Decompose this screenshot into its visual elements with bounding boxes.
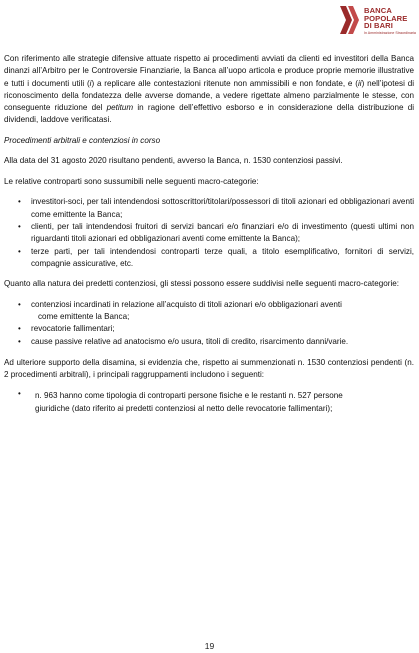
list-item-text: investitori-soci, per tali intendendosi sottoscrittori/titolari/possessori di titoli azionari ed obbligazionari aventi come emittente la Banca; — [31, 197, 414, 219]
list-item-text: clienti, per tali intendendosi fruitori di servizi bancari e/o finanziari e/o di investimento (questi ultimi non riguardanti titoli azionari ed obbligazionari aventi come emittente la Banca); — [31, 222, 414, 244]
list-item-text: cause passive relative ad anatocismo e/o usura, titoli di credito, risarcimento danni/varie. — [31, 336, 349, 346]
list-item-text: n. 963 hanno come tipologia di controparti persone fisiche e le restanti n. 527 persone — [35, 391, 343, 401]
nature-list — [4, 299, 414, 348]
logo-wordmark — [364, 7, 418, 35]
list-item — [4, 323, 414, 335]
logo-line-3: DI BARI — [364, 21, 393, 31]
groupings-list — [4, 390, 414, 415]
list-item — [4, 299, 414, 324]
intro-petitum: petitum — [106, 103, 134, 113]
list-item-text-continued: giuridiche (dato riferito ai predetti contenziosi al netto delle revocatorie fallimentari); — [35, 403, 333, 413]
bullet-icon: • — [18, 324, 21, 334]
section-heading: Procedimenti arbitrali e contenziosi in corso — [4, 135, 161, 145]
list-item — [4, 390, 414, 415]
list-item — [4, 221, 414, 246]
bullet-icon: • — [18, 197, 21, 207]
intro-paragraph — [4, 53, 414, 127]
list-item-text: contenziosi incardinati in relazione all’acquisto di titoli azionari e/o obbligazionari aventi — [31, 299, 342, 309]
nature-intro: Quanto alla natura dei predetti contenziosi, gli stessi possono essere suddivisi nelle seguenti macro-categorie: — [4, 279, 400, 289]
bullet-icon: • — [18, 246, 21, 256]
support-paragraph: Ad ulteriore supporto della disamina, si evidenzia che, rispetto ai summenzionati n. 1530 contenziosi pendenti (n. 2 procedimenti arbitrali), i principali raggruppamenti includono i seguenti: — [4, 357, 414, 380]
intro-text-2: ) a replicare alle contestazioni ritenute non ammissibili e non fondate, e ( — [91, 78, 358, 88]
intro-marker-i: i — [89, 78, 92, 88]
bullet-icon: • — [18, 389, 21, 399]
counterparties-list — [4, 196, 414, 270]
list-item-text-continued: come emittente la Banca; — [38, 311, 130, 321]
pending-statement: Alla data del 31 agosto 2020 risultano pendenti, avverso la Banca, n. 1530 contenziosi passivi. — [4, 156, 343, 166]
bank-logo — [337, 4, 417, 38]
intro-text-1: Con riferimento alle strategie difensive attuate rispetto ai procedimenti avviati da clienti ed investitori della Banca dinanzi all’Arbitro per le Controversie Finanziarie, la Banca all’uopo articola e produce proprie memorie illustrative e tutti i documenti utili ( — [4, 54, 414, 88]
logo-line-2: POPOLARE — [364, 13, 408, 23]
list-item — [4, 336, 414, 348]
bullet-icon: • — [18, 336, 21, 346]
list-item — [4, 196, 414, 221]
list-item-text: terze parti, per tali intendendosi controparti terze quali, a titolo esemplificativo, fornitori di servizi, compagnie assicurative, etc. — [31, 246, 414, 268]
page-number: 19 — [204, 641, 215, 651]
intro-text-3: ) nell’ipotesi di riconoscimento della fondatezza delle avverse domande, a vedere rigettate almeno parzialmente le stesse, con conseguente riduzione del — [4, 78, 414, 113]
list-item — [4, 246, 414, 271]
bullet-icon: • — [18, 222, 21, 232]
counterparties-intro: Le relative controparti sono sussumibili nelle seguenti macro-categorie: — [4, 176, 259, 186]
logo-mark-icon — [337, 4, 361, 36]
bullet-icon: • — [18, 299, 21, 309]
intro-marker-ii: ii — [357, 78, 362, 88]
document-body — [4, 53, 414, 415]
intro-text-4: in ragione dell’effettivo esborso e in considerazione della distribuzione di dividendi, laddove verificatasi. — [4, 103, 414, 125]
logo-subtitle: In Amministrazione Straordinaria — [364, 30, 416, 35]
logo-line-1: BANCA — [364, 6, 392, 15]
list-item-text: revocatorie fallimentari; — [31, 324, 115, 334]
